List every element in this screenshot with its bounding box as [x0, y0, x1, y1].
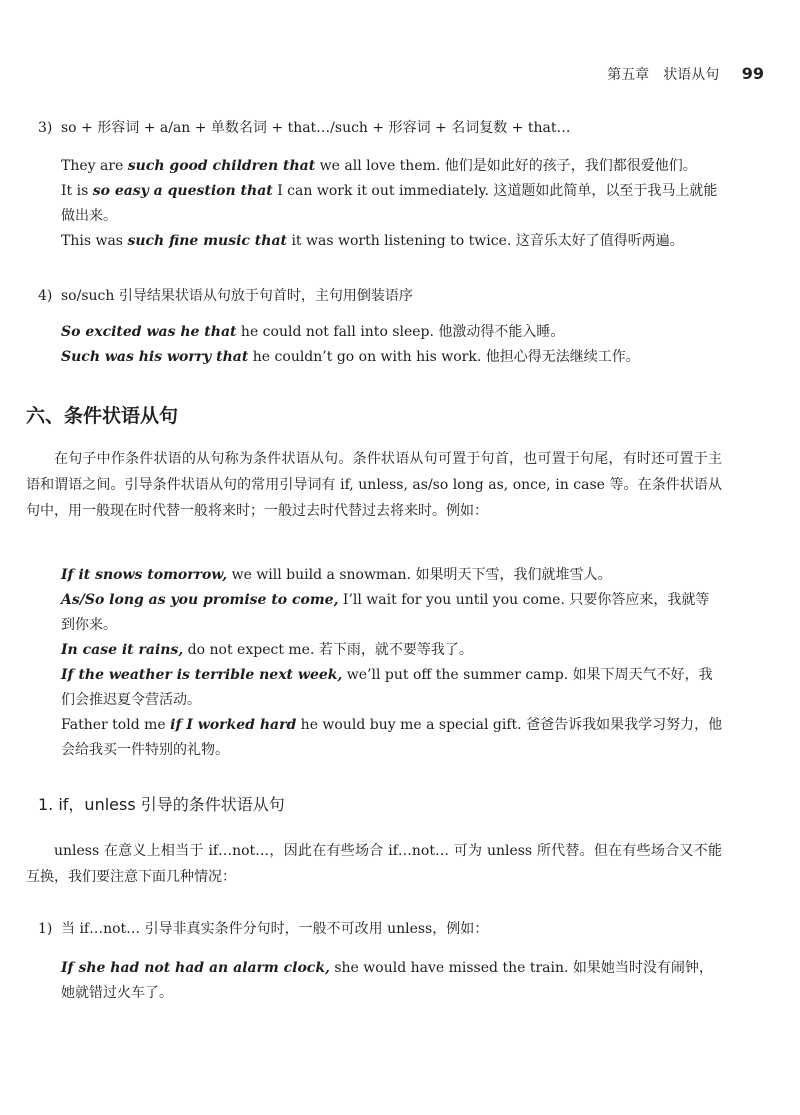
example-sentence: They are such good children that we all love them. 他们是如此好的孩子，我们都很爱他们。 [61, 158, 697, 174]
example-block [61, 956, 723, 1006]
example-block [61, 320, 723, 370]
section-intro: 在句子中作条件状语的从句称为条件状语从句。条件状语从句可置于句首，也可置于句尾，有时还可置于主语和谓语之间。引导条件状语从句的常用引导词有 if, unless, as/so long as, once, in case 等。在条件状语从句中，用一般现在时代替一般将来时；一般过去时代替过去将来时。例如： [26, 451, 722, 519]
example-sentence: In case it rains, do not expect me. 若下雨，就不要等我了。 [61, 642, 473, 658]
subsection-heading: 1. if，unless 引导的条件状语从句 [38, 795, 285, 814]
subsection-intro: unless 在意义上相当于 if…not…，因此在有些场合 if…not… 可为 unless 所代替。但在有些场合又不能互换，我们要注意下面几种情况： [26, 843, 722, 885]
example-sentence: Father told me if I worked hard he would buy me a special gift. 爸爸告诉我如果我学习努力，他会给我买一件特别的礼物。 [61, 717, 723, 758]
example-sentence: This was such fine music that it was worth listening to twice. 这音乐太好了值得听两遍。 [61, 233, 684, 249]
item-number: 4) [38, 288, 53, 304]
example-sentence: As/So long as you promise to come, I’ll wait for you until you come. 只要你答应来，我就等到你来。 [61, 592, 710, 633]
example-sentence: If it snows tomorrow, we will build a snowman. 如果明天下雪，我们就堆雪人。 [61, 567, 612, 583]
example-sentence: It is so easy a question that I can work it out immediately. 这道题如此简单，以至于我马上就能做出来。 [61, 183, 718, 224]
item-title: so/such 引导结果状语从句放于句首时，主句用倒装语序 [61, 288, 413, 304]
example-sentence: So excited was he that he could not fall into sleep. 他激动得不能入睡。 [61, 324, 565, 340]
example-block [61, 154, 723, 254]
page-header [607, 64, 764, 84]
section-heading: 六、条件状语从句 [26, 405, 179, 427]
item-number: 3) [38, 120, 53, 136]
item-number: 1) [38, 921, 53, 937]
chapter-title: 第五章 状语从句 [607, 67, 720, 83]
example-sentence: If she had not had an alarm clock, she would have missed the train. 如果她当时没有闹钟，她就错过火车了。 [61, 960, 713, 1001]
item-title: so + 形容词 + a/an + 单数名词 + that…/such + 形容词 + 名词复数 + that… [61, 120, 571, 136]
example-sentence: Such was his worry that he couldn’t go on with his work. 他担心得无法继续工作。 [61, 349, 640, 365]
item-title: 当 if…not… 引导非真实条件分句时，一般不可改用 unless，例如： [61, 921, 489, 937]
example-sentence: If the weather is terrible next week, we’ll put off the summer camp. 如果下周天气不好，我们会推迟夏令营活动。 [61, 667, 713, 708]
example-block [61, 563, 723, 763]
page-number: 99 [741, 64, 764, 83]
